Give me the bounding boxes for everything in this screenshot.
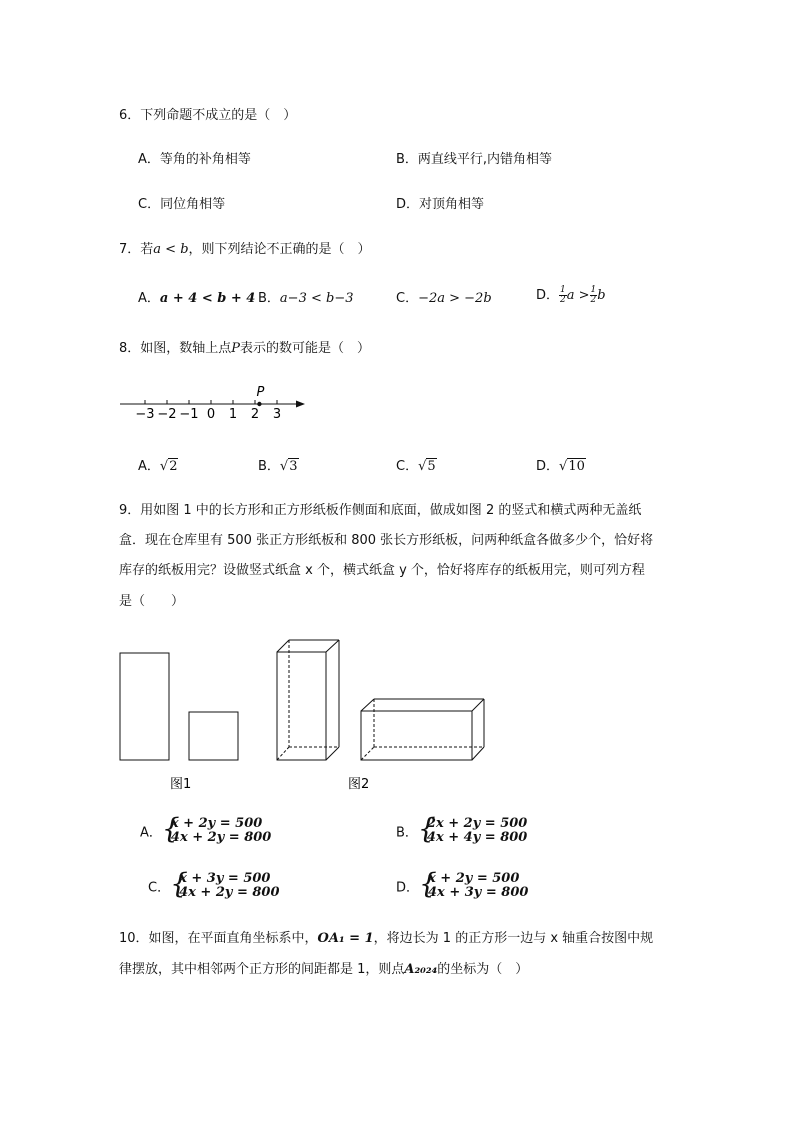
q9-option-a-brace: { xyxy=(161,812,180,845)
q7-option-a-label: A． xyxy=(138,291,160,306)
q7-stem-math: a < b xyxy=(153,242,189,257)
point-p-dot xyxy=(257,402,261,406)
number-line-tick-label: 0 xyxy=(206,407,216,422)
number-line-tick-label: −1 xyxy=(179,407,199,422)
q9-option-b-system xyxy=(417,812,528,845)
q6-option-a: A．等角的补角相等 xyxy=(138,152,251,167)
q10-line2-post: 的坐标为（ ） xyxy=(437,962,529,977)
q8-option-a xyxy=(138,455,178,474)
question-9-line-2: 盒．现在仓库里有 500 张正方形纸板和 800 张长方形纸板，问两种纸盒各做多少个，恰好将 xyxy=(119,533,654,548)
q10-line1-pre: 10．如图，在平面直角坐标系中， xyxy=(119,931,318,946)
q7-d-num2: 1 xyxy=(590,285,597,295)
q9-option-b-brace: { xyxy=(417,812,436,845)
fig2-caption: 图2 xyxy=(348,777,370,792)
question-7-stem xyxy=(119,238,371,257)
q7-stem-post: ，则下列结论不正确的是（ ） xyxy=(188,242,371,257)
q7-d-den1: 2 xyxy=(560,295,566,305)
q7-option-d-frac1 xyxy=(559,286,567,305)
q9-option-d-eq1: x + 2y = 500 xyxy=(428,871,520,886)
q9-option-c xyxy=(148,867,280,900)
question-10-line-1 xyxy=(119,924,653,954)
q8-option-d-radicand: 10 xyxy=(568,459,585,474)
q6-option-c: C．同位角相等 xyxy=(138,197,226,212)
q7-option-b xyxy=(258,287,353,306)
box-figure xyxy=(110,630,500,800)
fig1-rectangle xyxy=(120,653,169,760)
fig2-horizontal-box xyxy=(361,699,484,760)
q8-option-a-radicand: 2 xyxy=(169,459,178,474)
q8-option-c xyxy=(396,455,437,474)
q7-option-c xyxy=(396,287,492,306)
q9-option-b-eq1: 2x + 2y = 500 xyxy=(426,816,528,831)
q10-line1-post: ，将边长为 1 的正方形一边与 x 轴重合按图中规 xyxy=(373,931,654,946)
question-10-line-2 xyxy=(119,955,528,985)
q7-option-a-math: a + 4 < b + 4 xyxy=(159,291,256,306)
q9-option-a-eq1: x + 2y = 500 xyxy=(170,816,263,831)
q7-option-d-label: D． xyxy=(536,288,560,303)
q7-option-a xyxy=(138,287,255,306)
q9-option-c-system xyxy=(170,867,280,900)
q9-option-a-label: A． xyxy=(140,825,162,841)
number-line-tick-label: 2 xyxy=(250,407,260,422)
q8-option-b-sqrt: √3 xyxy=(279,459,298,474)
q9-option-b xyxy=(396,812,528,845)
question-6-stem: 6．下列命题不成立的是（ ） xyxy=(119,108,297,123)
q9-option-c-eq2: 4x + 2y = 800 xyxy=(179,885,280,900)
q9-option-a-system xyxy=(161,812,272,845)
q8-option-d-label: D． xyxy=(536,459,560,474)
q7-d-num1: 1 xyxy=(560,285,566,295)
number-line-tick-label: 3 xyxy=(272,407,282,422)
question-9-line-3: 库存的纸板用完？设做竖式纸盒 x 个，横式纸盒 y 个，恰好将库存的纸板用完，则可列方程 xyxy=(119,563,645,578)
q7-option-d-b: b xyxy=(597,288,606,303)
q6-option-d: D．对顶角相等 xyxy=(396,197,485,212)
q8-stem-var: P xyxy=(231,341,241,356)
number-line-arrow xyxy=(296,401,305,408)
q9-option-c-label: C． xyxy=(148,880,171,896)
q8-option-d xyxy=(536,455,586,474)
number-line-tick-label: 1 xyxy=(228,407,238,422)
question-8-stem xyxy=(119,337,370,356)
q7-option-c-math: −2a > −2b xyxy=(418,291,492,306)
question-9-line-1: 9．用如图 1 中的长方形和正方形纸板作侧面和底面，做成如图 2 的竖式和横式两种无盖纸 xyxy=(119,503,642,518)
q7-d-den2: 2 xyxy=(590,295,597,305)
q9-option-b-eq2: 4x + 4y = 800 xyxy=(426,830,528,845)
q7-option-c-label: C． xyxy=(396,291,419,306)
fig2-vertical-box xyxy=(277,640,339,760)
q8-option-a-label: A． xyxy=(138,459,160,474)
number-line-figure xyxy=(115,380,315,425)
fig1-caption: 图1 xyxy=(170,777,192,792)
q8-option-c-sqrt: √5 xyxy=(418,459,436,474)
q7-option-d-a: a > xyxy=(566,288,590,303)
q6-option-b: B．两直线平行,内错角相等 xyxy=(396,152,553,167)
q8-option-a-sqrt: √2 xyxy=(159,459,178,474)
q9-option-a-eq2: 4x + 2y = 800 xyxy=(170,830,272,845)
q9-option-c-brace: { xyxy=(170,867,188,900)
q7-option-d xyxy=(536,284,606,305)
q8-option-c-label: C． xyxy=(396,459,419,474)
q9-option-d-brace: { xyxy=(419,867,437,900)
q9-option-d-eq2: 4x + 3y = 800 xyxy=(428,885,529,900)
q7-option-b-math: a−3 < b−3 xyxy=(279,291,354,306)
number-line-tick-label: −2 xyxy=(157,407,177,422)
q8-option-b-radicand: 3 xyxy=(289,459,298,474)
q10-line1-math: OA₁ = 1 xyxy=(317,931,374,946)
q7-stem-pre: 7．若 xyxy=(119,242,154,257)
q9-option-b-label: B． xyxy=(396,825,418,841)
number-line-tick-label: −3 xyxy=(135,407,155,422)
q9-option-d-label: D． xyxy=(396,880,420,896)
q9-option-d-system xyxy=(419,867,529,900)
q8-option-b xyxy=(258,455,299,474)
q9-option-a xyxy=(140,812,272,845)
q8-option-b-label: B． xyxy=(258,459,280,474)
q9-option-d xyxy=(396,867,529,900)
fig1-square xyxy=(189,712,238,760)
question-9-line-4: 是（ ） xyxy=(119,594,185,609)
q8-stem-post: 表示的数可能是（ ） xyxy=(240,341,371,356)
q9-option-c-eq1: x + 3y = 500 xyxy=(179,871,271,886)
q8-option-c-radicand: 5 xyxy=(427,459,436,474)
q10-line2-math: A₂₀₂₄ xyxy=(404,962,438,977)
q7-option-b-label: B． xyxy=(258,291,280,306)
q8-stem-pre: 8．如图，数轴上点 xyxy=(119,341,232,356)
point-p-label: P xyxy=(256,385,265,400)
q8-option-d-sqrt: √10 xyxy=(559,459,585,474)
q10-line2-pre: 律摆放，其中相邻两个正方形的间距都是 1，则点 xyxy=(119,962,405,977)
